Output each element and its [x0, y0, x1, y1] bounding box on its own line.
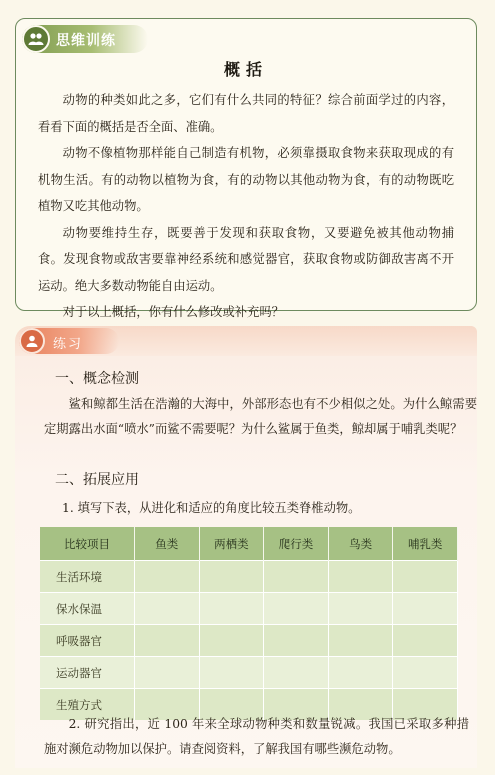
table-cell [135, 625, 200, 657]
table-cell [328, 625, 393, 657]
table-cell [135, 657, 200, 689]
concept-check-heading: 一、概念检测 [55, 371, 139, 387]
thinking-body [38, 87, 454, 326]
table-cell [328, 561, 393, 593]
table-cell [264, 657, 329, 689]
thinking-training-label: 思维训练 [56, 33, 116, 49]
table-cell [393, 593, 458, 625]
table-cell [199, 625, 264, 657]
row-label: 运动器官 [40, 657, 135, 689]
table-row [40, 561, 458, 593]
thinking-training-badge [22, 25, 148, 53]
table-header: 两栖类 [199, 527, 264, 561]
table-cell [393, 657, 458, 689]
table-header: 鱼类 [135, 527, 200, 561]
table-cell [393, 625, 458, 657]
row-label: 保水保温 [40, 593, 135, 625]
table-cell [393, 561, 458, 593]
table-row [40, 625, 458, 657]
person-icon [19, 328, 45, 354]
exercise-badge [19, 328, 119, 354]
exercise-label: 练习 [53, 337, 84, 352]
vertebrate-comparison-table [40, 527, 458, 720]
paragraph: 对于以上概括，你有什么修改或补充吗？ [62, 305, 284, 319]
paragraph: 动物要维持生存，既要善于发现和获取食物，又要避免被其他动物捕食。发现食物或敌害要靠神经系统和感觉器官，获取食物或防御敌害离不开运动。绝大多数动物能自由运动。 [38, 225, 454, 293]
table-cell [328, 593, 393, 625]
row-label: 生殖方式 [40, 689, 135, 721]
table-cell [199, 657, 264, 689]
task-2-instruction: 2. 研究指出，近 100 年来全球动物种类和数量锐减。我国已采取多种措施对濒危动物加以保护。请查阅资料，了解我国有哪些濒危动物。 [44, 717, 469, 756]
table-cell [199, 561, 264, 593]
table-row [40, 657, 458, 689]
thinking-training-box [15, 18, 477, 319]
section-title: 概括 [223, 60, 268, 79]
table-header: 哺乳类 [393, 527, 458, 561]
table-header: 鸟类 [328, 527, 393, 561]
table-cell [264, 625, 329, 657]
people-icon [22, 25, 50, 53]
table-header: 爬行类 [264, 527, 329, 561]
paragraph: 动物的种类如此之多，它们有什么共同的特征？综合前面学过的内容，看看下面的概括是否全面、准确。 [38, 93, 454, 134]
table-cell [135, 593, 200, 625]
table-header-row [40, 527, 458, 561]
table-cell [199, 593, 264, 625]
table-cell [135, 561, 200, 593]
table-cell [264, 561, 329, 593]
row-label: 呼吸器官 [40, 625, 135, 657]
exercise-header-bar [15, 326, 477, 356]
concept-check-question: 鲨和鲸都生活在浩瀚的大海中，外部形态也有不少相似之处。为什么鲸需要定期露出水面“喷水”而鲨不需要呢？为什么鲨属于鱼类，鲸却属于哺乳类呢？ [44, 397, 477, 436]
row-label: 生活环境 [40, 561, 135, 593]
table-cell [328, 657, 393, 689]
table-header: 比较项目 [40, 527, 135, 561]
task-1-instruction: 1. 填写下表，从进化和适应的角度比较五类脊椎动物。 [62, 501, 361, 515]
extension-heading: 二、拓展应用 [55, 472, 139, 488]
table-row [40, 593, 458, 625]
table-cell [264, 593, 329, 625]
paragraph: 动物不像植物那样能自己制造有机物，必须靠摄取食物来获取现成的有机物生活。有的动物以植物为食，有的动物以其他动物为食，有的动物既吃植物又吃其他动物。 [38, 146, 454, 213]
